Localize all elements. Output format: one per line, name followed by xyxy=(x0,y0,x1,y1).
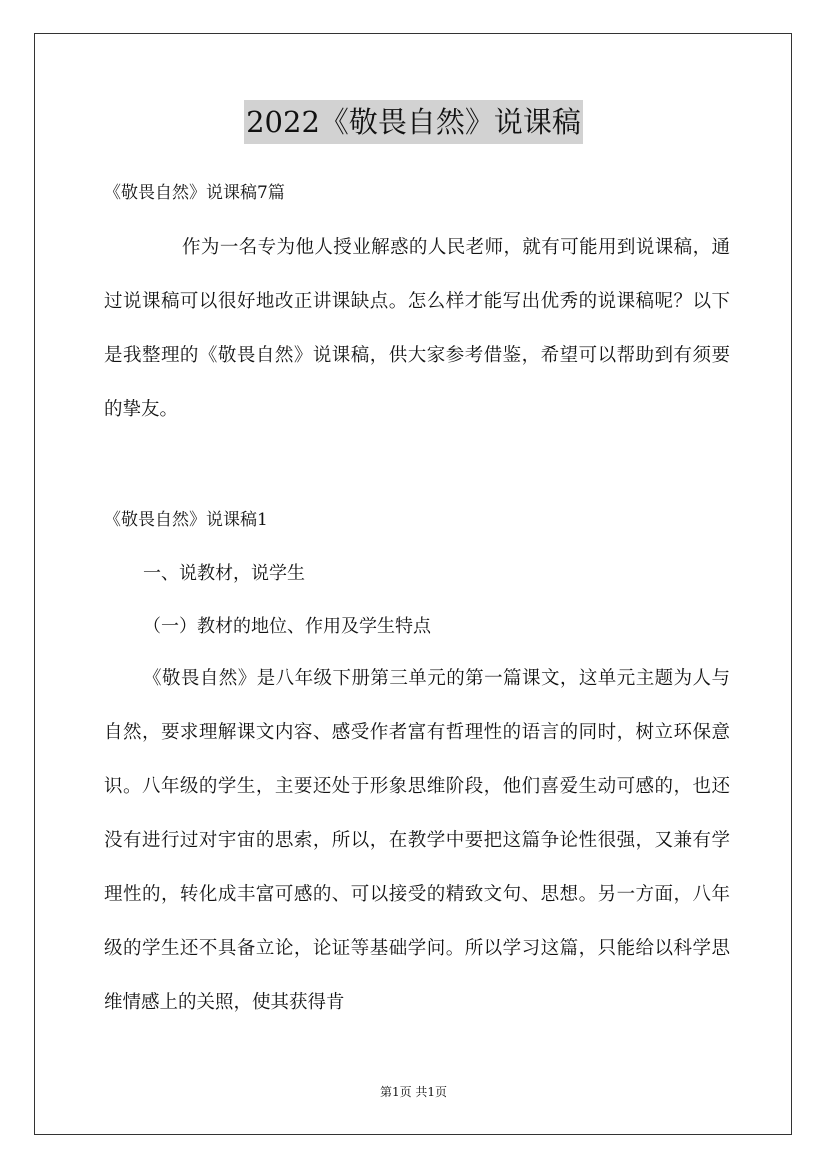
title-container xyxy=(0,100,827,144)
heading-level-2: （一）教材的地位、作用及学生特点 xyxy=(143,616,431,637)
document-title: 2022《敬畏自然》说课稿 xyxy=(244,100,583,144)
page-footer: 第1页 共1页 xyxy=(379,1085,448,1099)
document-subtitle: 《敬畏自然》说课稿7篇 xyxy=(104,183,285,203)
heading-level-1: 一、说教材，说学生 xyxy=(143,563,305,584)
body-paragraph: 《敬畏自然》是八年级下册第三单元的第一篇课文，这单元主题为人与自然，要求理解课文内容、感受作者富有哲理性的语言的同时，树立环保意识。八年级的学生，主要还处于形象思维阶段，他们喜爱生动可感的，也还没有进行过对宇宙的思索，所以，在教学中要把这篇争论性很强，又兼有学理性的，转化成丰富可感的、可以接受的精致文句、思想。另一方面，八年级的学生还不具备立论，论证等基础学问。所以学习这篇，只能给以科学思维情感上的关照，使其获得肯 xyxy=(104,668,730,1013)
intro-paragraph: 作为一名专为他人授业解惑的人民老师，就有可能用到说课稿，通过说课稿可以很好地改正讲课缺点。怎么样才能写出优秀的说课稿呢？以下是我整理的《敬畏自然》说课稿，供大家参考借鉴，希望可以帮助到有须要的挚友。 xyxy=(104,237,730,420)
section-title: 《敬畏自然》说课稿1 xyxy=(104,510,268,530)
